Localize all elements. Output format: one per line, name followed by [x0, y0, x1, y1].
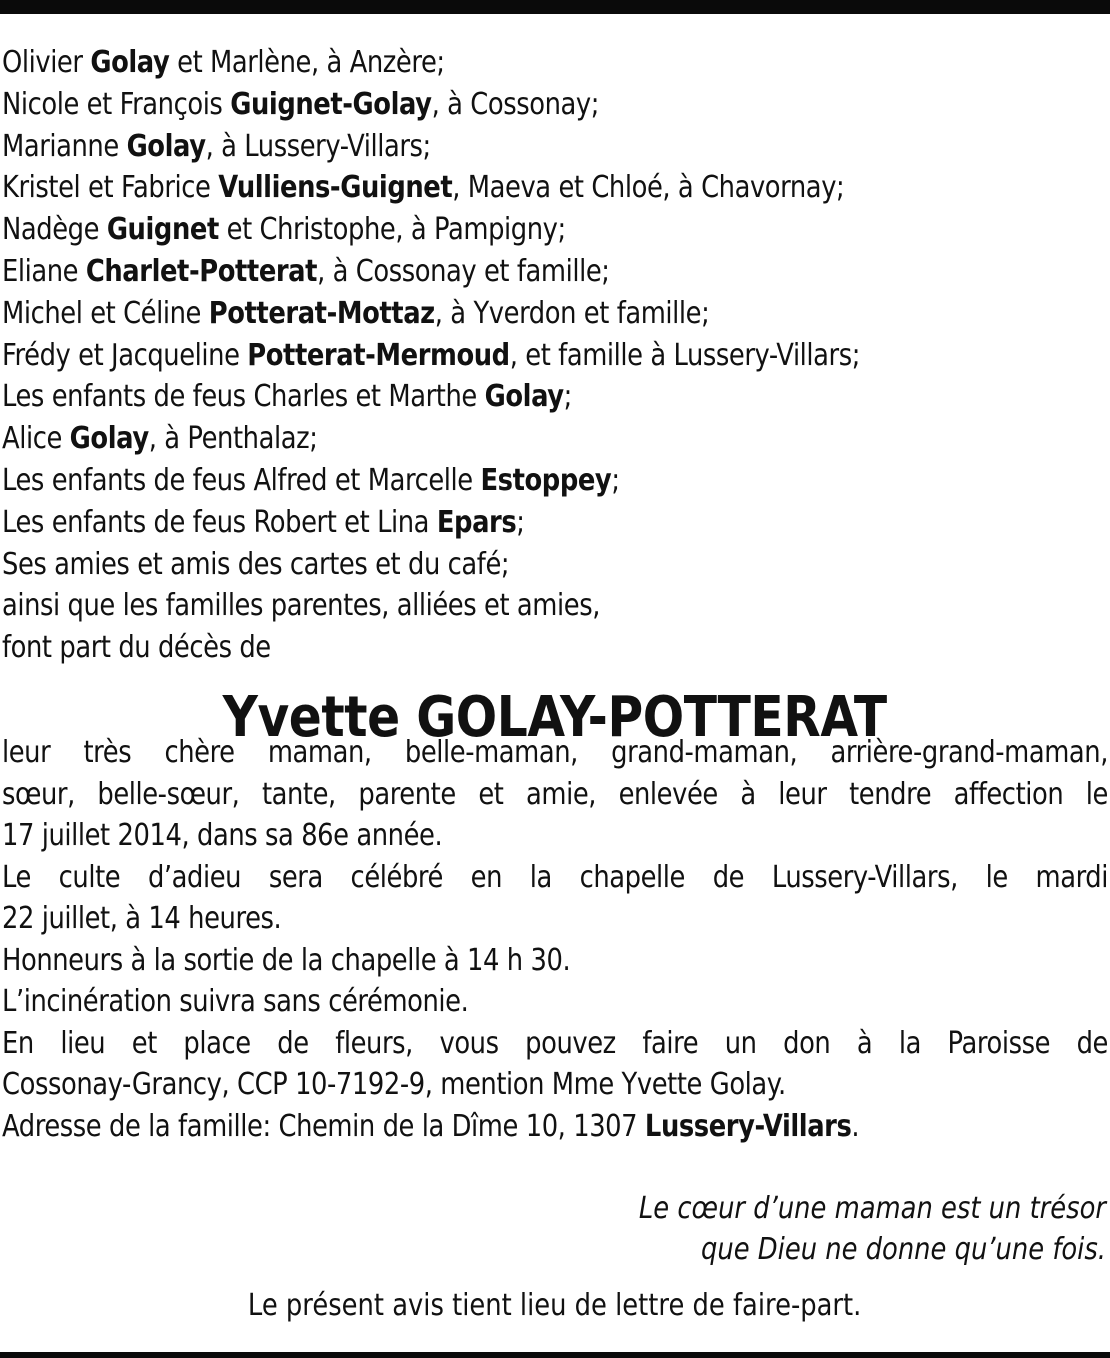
mourner-line: Nadège Guignet et Christophe, à Pampigny;: [2, 212, 566, 248]
bottom-rule: [0, 1352, 1110, 1358]
mourner-line: Ses amies et amis des cartes et du café;: [2, 546, 510, 582]
body-line: Cossonay-Grancy, CCP 10-7192-9, mention Mme Yvette Golay.: [2, 1067, 786, 1102]
mourner-line: Alice Golay, à Penthalaz;: [2, 421, 318, 457]
body-line: 22 juillet, à 14 heures.: [2, 901, 282, 936]
mourner-line: Eliane Charlet-Potterat, à Cossonay et famille;: [2, 253, 610, 289]
deceased-name-heading: Yvette GOLAY-POTTERAT: [222, 685, 888, 750]
body-line: L’incinération suivra sans cérémonie.: [2, 984, 469, 1019]
mourner-line: Les enfants de feus Charles et Marthe Golay;: [2, 379, 572, 415]
family-address-line: Adresse de la famille: Chemin de la Dîme 10, 1307 Lussery-Villars.: [2, 1108, 860, 1144]
closing-quote: [406, 1188, 1106, 1270]
body-line: Honneurs à la sortie de la chapelle à 14 h 30.: [2, 942, 571, 978]
mourner-line: Kristel et Fabrice Vulliens-Guignet, Maeva et Chloé, à Chavornay;: [2, 170, 845, 206]
mourner-line: Les enfants de feus Alfred et Marcelle Estoppey;: [2, 462, 620, 498]
mourner-line: font part du décès de: [2, 630, 271, 666]
top-rule: [0, 0, 1110, 14]
body-line: 17 juillet 2014, dans sa 86e année.: [2, 818, 443, 853]
body-line: En lieu et place de fleurs, vous pouvez faire un don à la Paroisse de: [2, 1025, 1108, 1061]
mourner-line: ainsi que les familles parentes, alliées et amies,: [2, 588, 600, 624]
footer-note: Le présent avis tient lieu de lettre de faire-part.: [248, 1288, 862, 1323]
body-line: leur très chère maman, belle-maman, grand-maman, arrière-grand-maman,: [2, 735, 1108, 770]
mourner-line: Frédy et Jacqueline Potterat-Mermoud, et famille à Lussery-Villars;: [2, 337, 860, 373]
mourner-line: Olivier Golay et Marlène, à Anzère;: [2, 45, 445, 80]
mourner-line: Marianne Golay, à Lussery-Villars;: [2, 128, 431, 164]
mourner-line: Michel et Céline Potterat-Mottaz, à Yverdon et famille;: [2, 295, 710, 331]
mourners-list: [2, 42, 952, 669]
body-line: Le culte d’adieu sera célébré en la chapelle de Lussery-Villars, le mardi: [2, 859, 1108, 895]
mourner-line: Nicole et François Guignet-Golay, à Cossonay;: [2, 86, 600, 122]
mourner-line: Les enfants de feus Robert et Lina Epars;: [2, 504, 525, 540]
quote-line: Le cœur d’une maman est un trésor: [638, 1191, 1106, 1226]
notice-body: [2, 732, 1108, 1147]
quote-line: que Dieu ne donne qu’une fois.: [700, 1232, 1106, 1267]
body-line: sœur, belle-sœur, tante, parente et amie, enlevée à leur tendre affection le: [2, 776, 1108, 812]
